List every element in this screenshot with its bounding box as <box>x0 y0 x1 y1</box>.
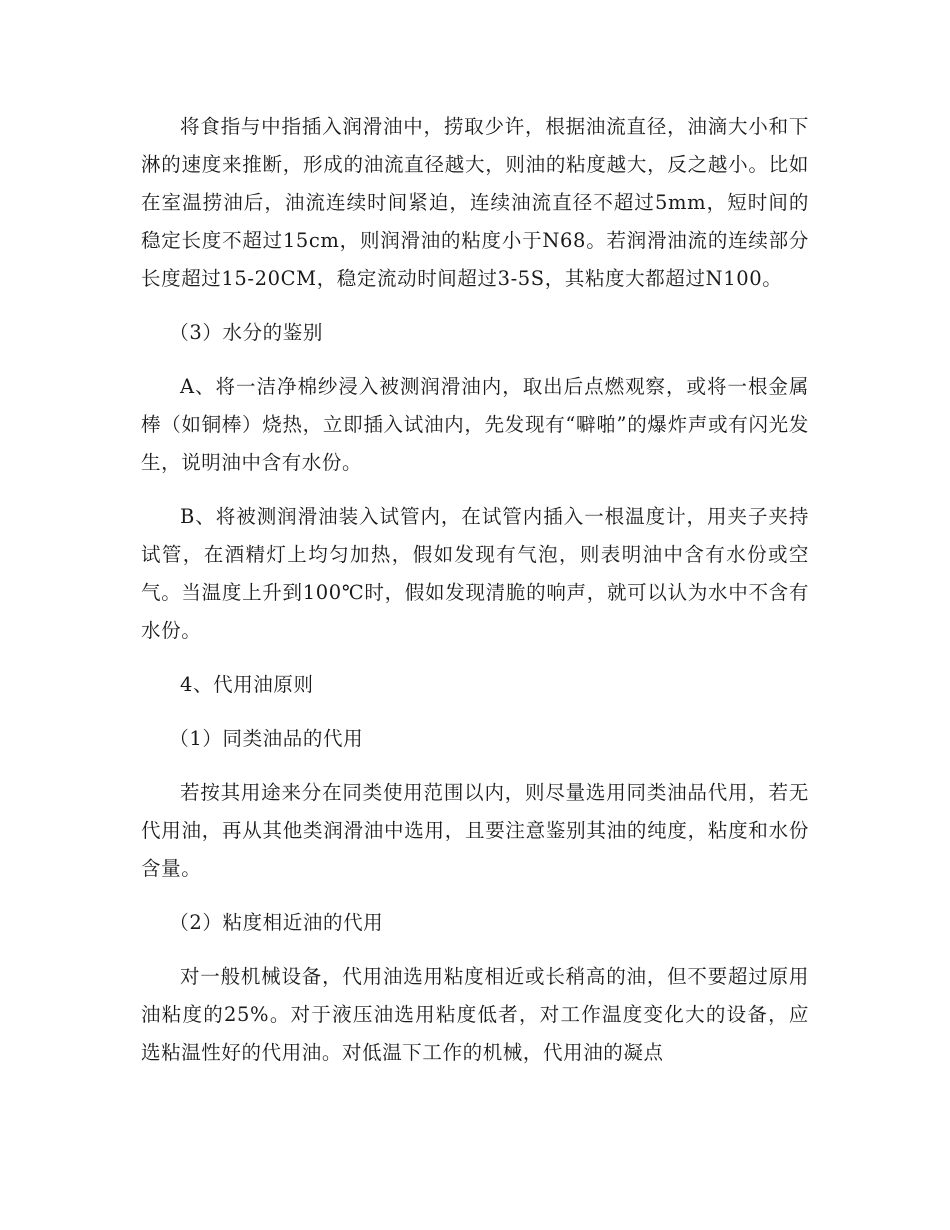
heading-substitute-oil-principles: 4、代用油原则 <box>180 673 314 696</box>
subheading-moisture-identification: （3）水分的鉴别 <box>169 321 323 344</box>
paragraph-similar-viscosity-substitution: 对一般机械设备，代用油选用粘度相近或长稍高的油，但不要超过原用油粘度的25%。对于液压油选用粘度低者，对工作温度变化大的设备，应选粘温性好的代用油。对低温下工作的机械，代用油的凝点 <box>141 965 809 1064</box>
paragraph-moisture-method-a: A、将一洁净棉纱浸入被测润滑油内，取出后点燃观察，或将一根金属棒（如铜棒）烧热，立即插入试油内，先发现有“噼啪”的爆炸声或有闪光发生，说明油中含有水份。 <box>141 375 809 474</box>
subheading-similar-viscosity-substitution: （2）粘度相近油的代用 <box>169 911 384 934</box>
paragraph-same-type-substitution: 若按其用途来分在同类使用范围以内，则尽量选用同类油品代用，若无代用油，再从其他类润滑油中选用，且要注意鉴别其油的纯度，粘度和水份含量。 <box>141 781 809 880</box>
paragraph-viscosity-test: 将食指与中指插入润滑油中，捞取少许，根据油流直径，油滴大小和下淋的速度来推断，形成的油流直径越大，则油的粘度越大，反之越小。比如在室温捞油后，油流连续时间紧迫，连续油流直径不超过5mm，短时间的稳定长度不超过15cm，则润滑油的粘度小于N68。若润滑油流的连续部分长度超过15-20CM，稳定流动时间超过3-5S，其粘度大都超过N100。 <box>141 115 809 290</box>
subheading-same-type-substitution: （1）同类油品的代用 <box>169 727 364 750</box>
paragraph-moisture-method-b: B、将被测润滑油装入试管内，在试管内插入一根温度计，用夹子夹持试管，在酒精灯上均匀加热，假如发现有气泡，则表明油中含有水份或空气。当温度上升到100℃时，假如发现清脆的响声，就可以认为水中不含有水份。 <box>141 505 809 642</box>
document-body <box>141 108 809 1088</box>
